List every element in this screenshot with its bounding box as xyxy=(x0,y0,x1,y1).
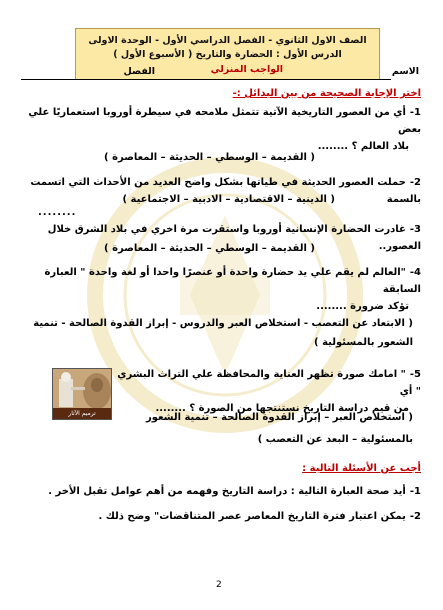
photo-caption: ترميم الآثار xyxy=(53,408,111,419)
header-lesson-line: الدرس الأول : الحضارة والتاريخ ( الأسبوع الأول ) xyxy=(113,49,342,60)
question-2: 2-حملت العصور الحديثة في طياتها بشكل واضح العديد من الأحداث التي اتسمت بالسمة xyxy=(30,177,421,205)
page-number: 2 xyxy=(216,580,222,590)
question-5: 5-" امامك صورة تظهر العناية والمحافظة علي التراث البشري " أي من قيم دراسة التاريخ نستنتجها من الصورة ؟ ........ xyxy=(117,369,421,414)
section2-title: أجب عن الأسئلة التالية : xyxy=(302,463,421,474)
question-5-options-line1: ( استخلاص العبر – إبراز القدوة الصالحة – تنمية الشعور xyxy=(145,412,413,423)
section1-title: اختر الإجابة الصحيحة من بين البدائل :- xyxy=(232,88,421,99)
question-4: 4-"العالم لم يقم علي يد حضارة واحدة أو عنصرًا واحدا أو لغة واحدة " العبارة السابقة تؤكد ضرورة ........ xyxy=(44,267,421,312)
question-3: 3-غادرت الحضارة الإنسانية أوروبا واستقرت مرة اخري في بلاد الشرق خلال العصور.. xyxy=(47,224,421,252)
essay-question-2: 2-يمكن اعتبار فترة التاريخ المعاصر عصر المتناقضات" وضح ذلك . xyxy=(98,511,421,522)
student-info-row xyxy=(18,66,423,82)
restoration-photo xyxy=(52,368,112,420)
question-1: 1-أي من العصور التاريخية الآتية تتمثل ملامحه في سيطرة أوروبا استعماريًا علي بعض بلاد العالم ؟ ........ xyxy=(28,107,421,152)
name-underline xyxy=(21,79,391,80)
name-label: الاسم xyxy=(391,66,419,77)
question-4-options-line1: ( الابتعاد عن التعصب - استخلاص العبر والدروس - إبراز القدوة الصالحة - تنمية xyxy=(33,318,413,329)
header-grade-line: الصف الاول الثانوي - الفصل الدراسي الأول - الوحدة الاولى xyxy=(88,35,367,46)
question-2-options: ( الدينية – الاقتصادية – الادبية – الاجتماعية ) xyxy=(122,194,335,205)
class-label: الفصل xyxy=(123,66,155,77)
question-3-options: ( القديمة – الوسطي – الحديثة – المعاصرة ) xyxy=(104,243,315,254)
question-1-options: ( القديمة – الوسطي – الحديثة – المعاصرة ) xyxy=(104,152,315,163)
question-4-options-line2: الشعور بالمسئولية ) xyxy=(314,337,413,348)
question-2-blank: ........ xyxy=(38,207,77,218)
question-5-options-line2: بالمسئولية – البعد عن التعصب ) xyxy=(257,434,413,445)
essay-question-1: 1-أيد صحة العبارة التالية : دراسة التاريخ وفهمه من أهم عوامل تقبل الأخر . xyxy=(48,486,421,497)
homework-label: الواجب المنزلي xyxy=(210,64,283,75)
